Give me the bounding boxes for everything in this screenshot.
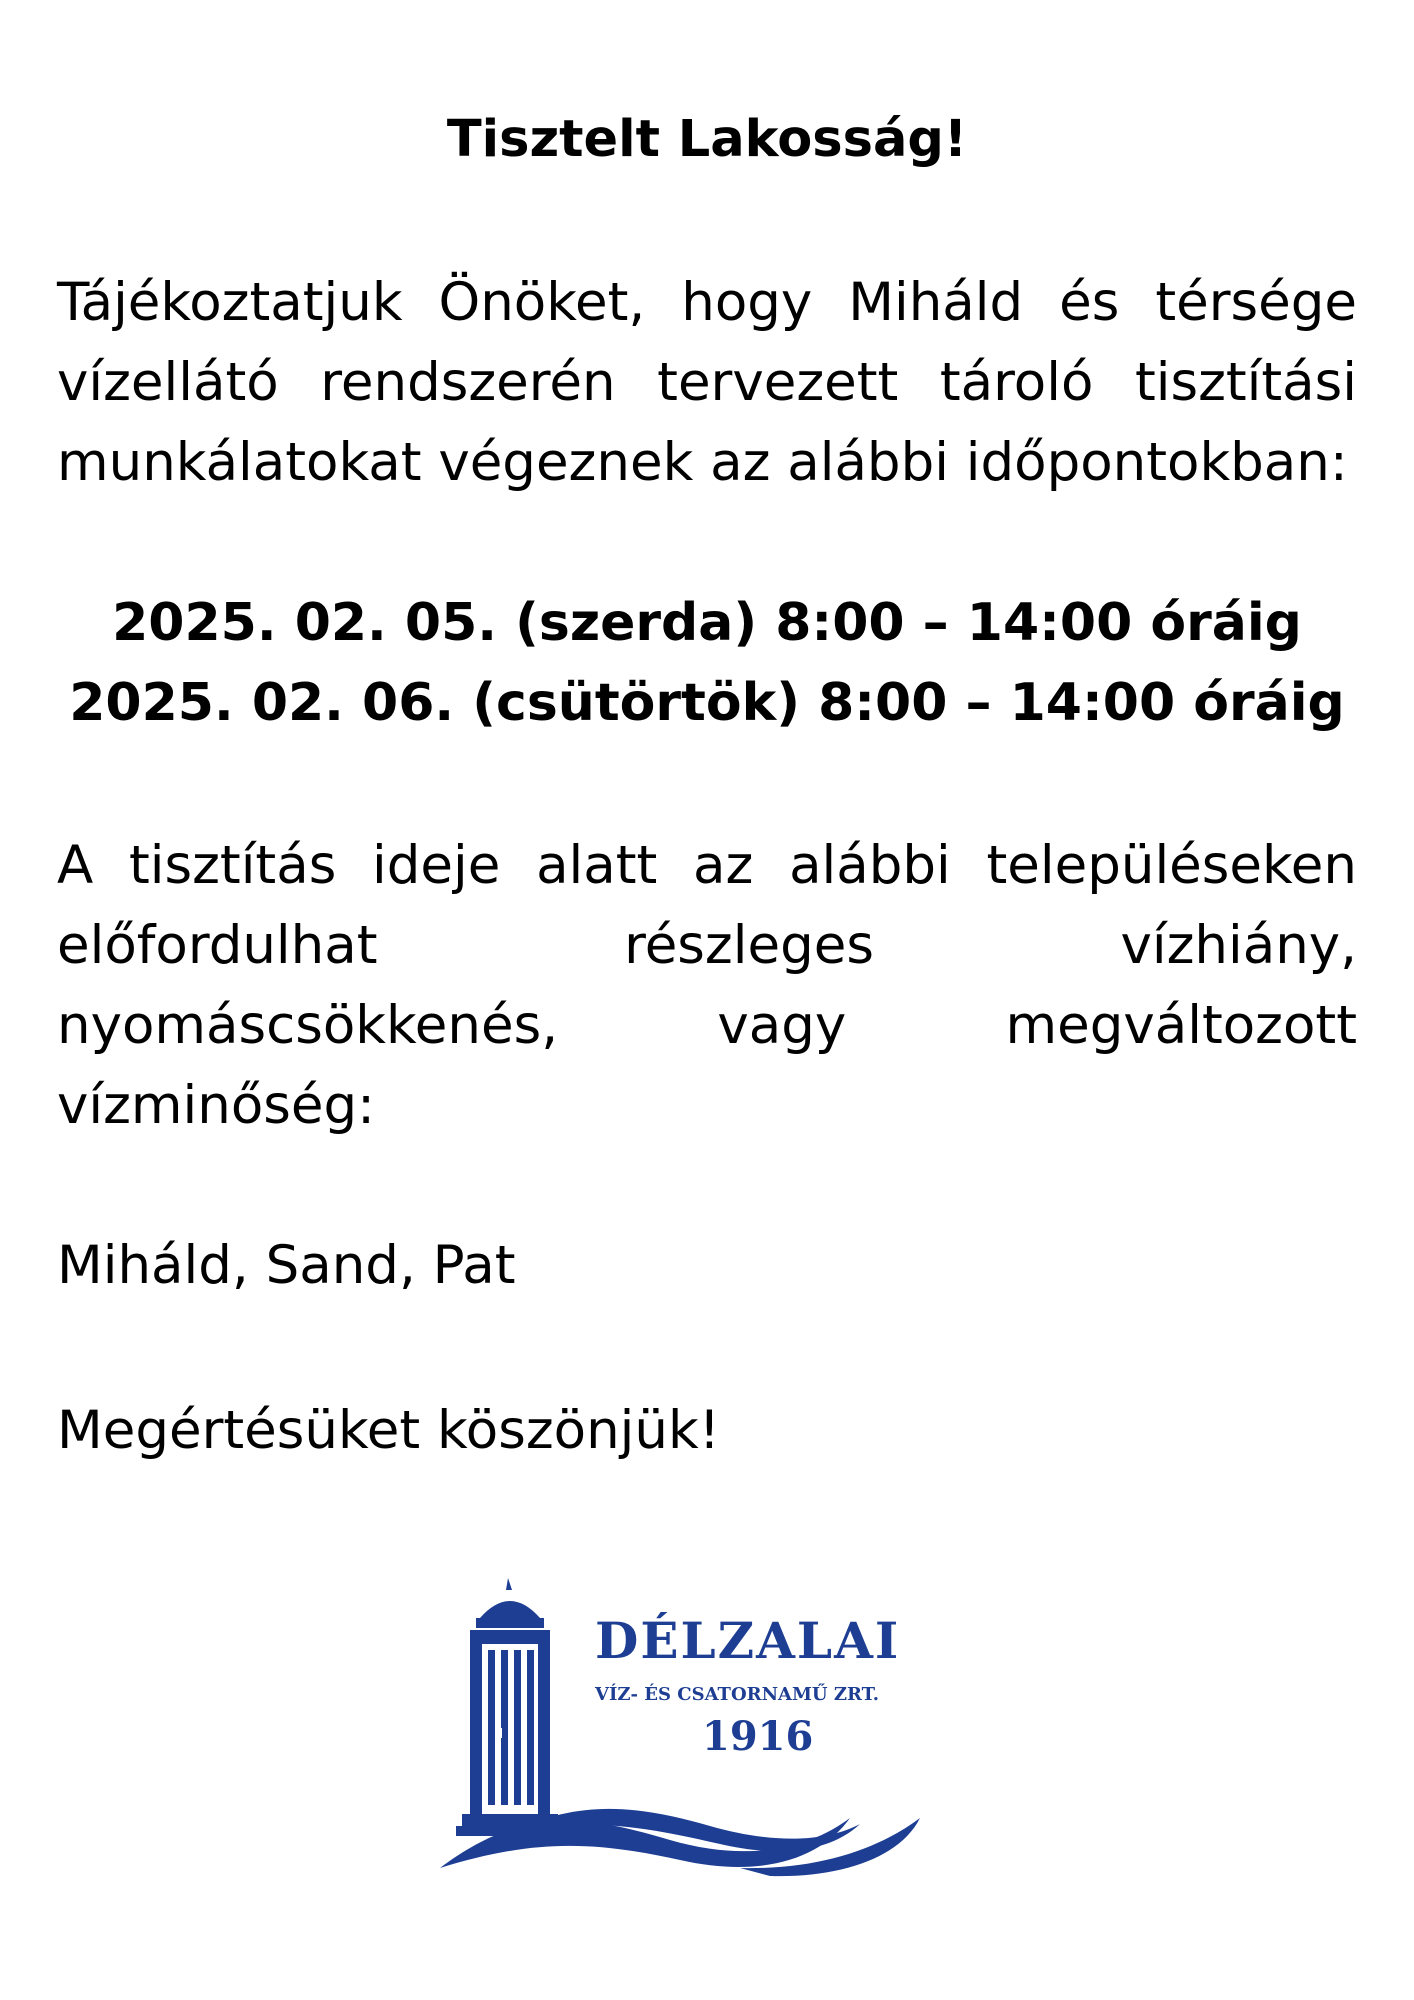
logo-name: DÉLZALAI	[595, 1611, 901, 1670]
water-tower-logo-icon	[456, 1578, 564, 1836]
logo-year: 1916	[702, 1713, 814, 1760]
greeting-heading: Tisztelt Lakosság!	[446, 110, 968, 169]
intro-paragraph: Tájékoztatjuk Önöket, hogy Miháld és térsége vízellátó rendszerén tervezett tároló tisztítási munkálatokat végeznek az alábbi időpontokban:	[57, 272, 1357, 493]
logo-subtitle: VÍZ- ÉS CSATORNAMŰ ZRT.	[595, 1684, 880, 1705]
company-logo	[440, 1578, 980, 1878]
impact-paragraph: A tisztítás ideje alatt az alábbi településeken előfordulhat részleges vízhiány, nyomáscsökkenés, vagy megváltozott vízminőség:	[57, 835, 1357, 1136]
schedule-date-1: 2025. 02. 05. (szerda) 8:00 – 14:00 óráig	[112, 593, 1302, 653]
schedule-dates	[0, 583, 1414, 743]
affected-towns: Miháld, Sand, Pat	[57, 1235, 516, 1296]
schedule-date-2: 2025. 02. 06. (csütörtök) 8:00 – 14:00 óráig	[69, 673, 1345, 733]
thanks-line: Megértésüket köszönjük!	[57, 1400, 720, 1461]
